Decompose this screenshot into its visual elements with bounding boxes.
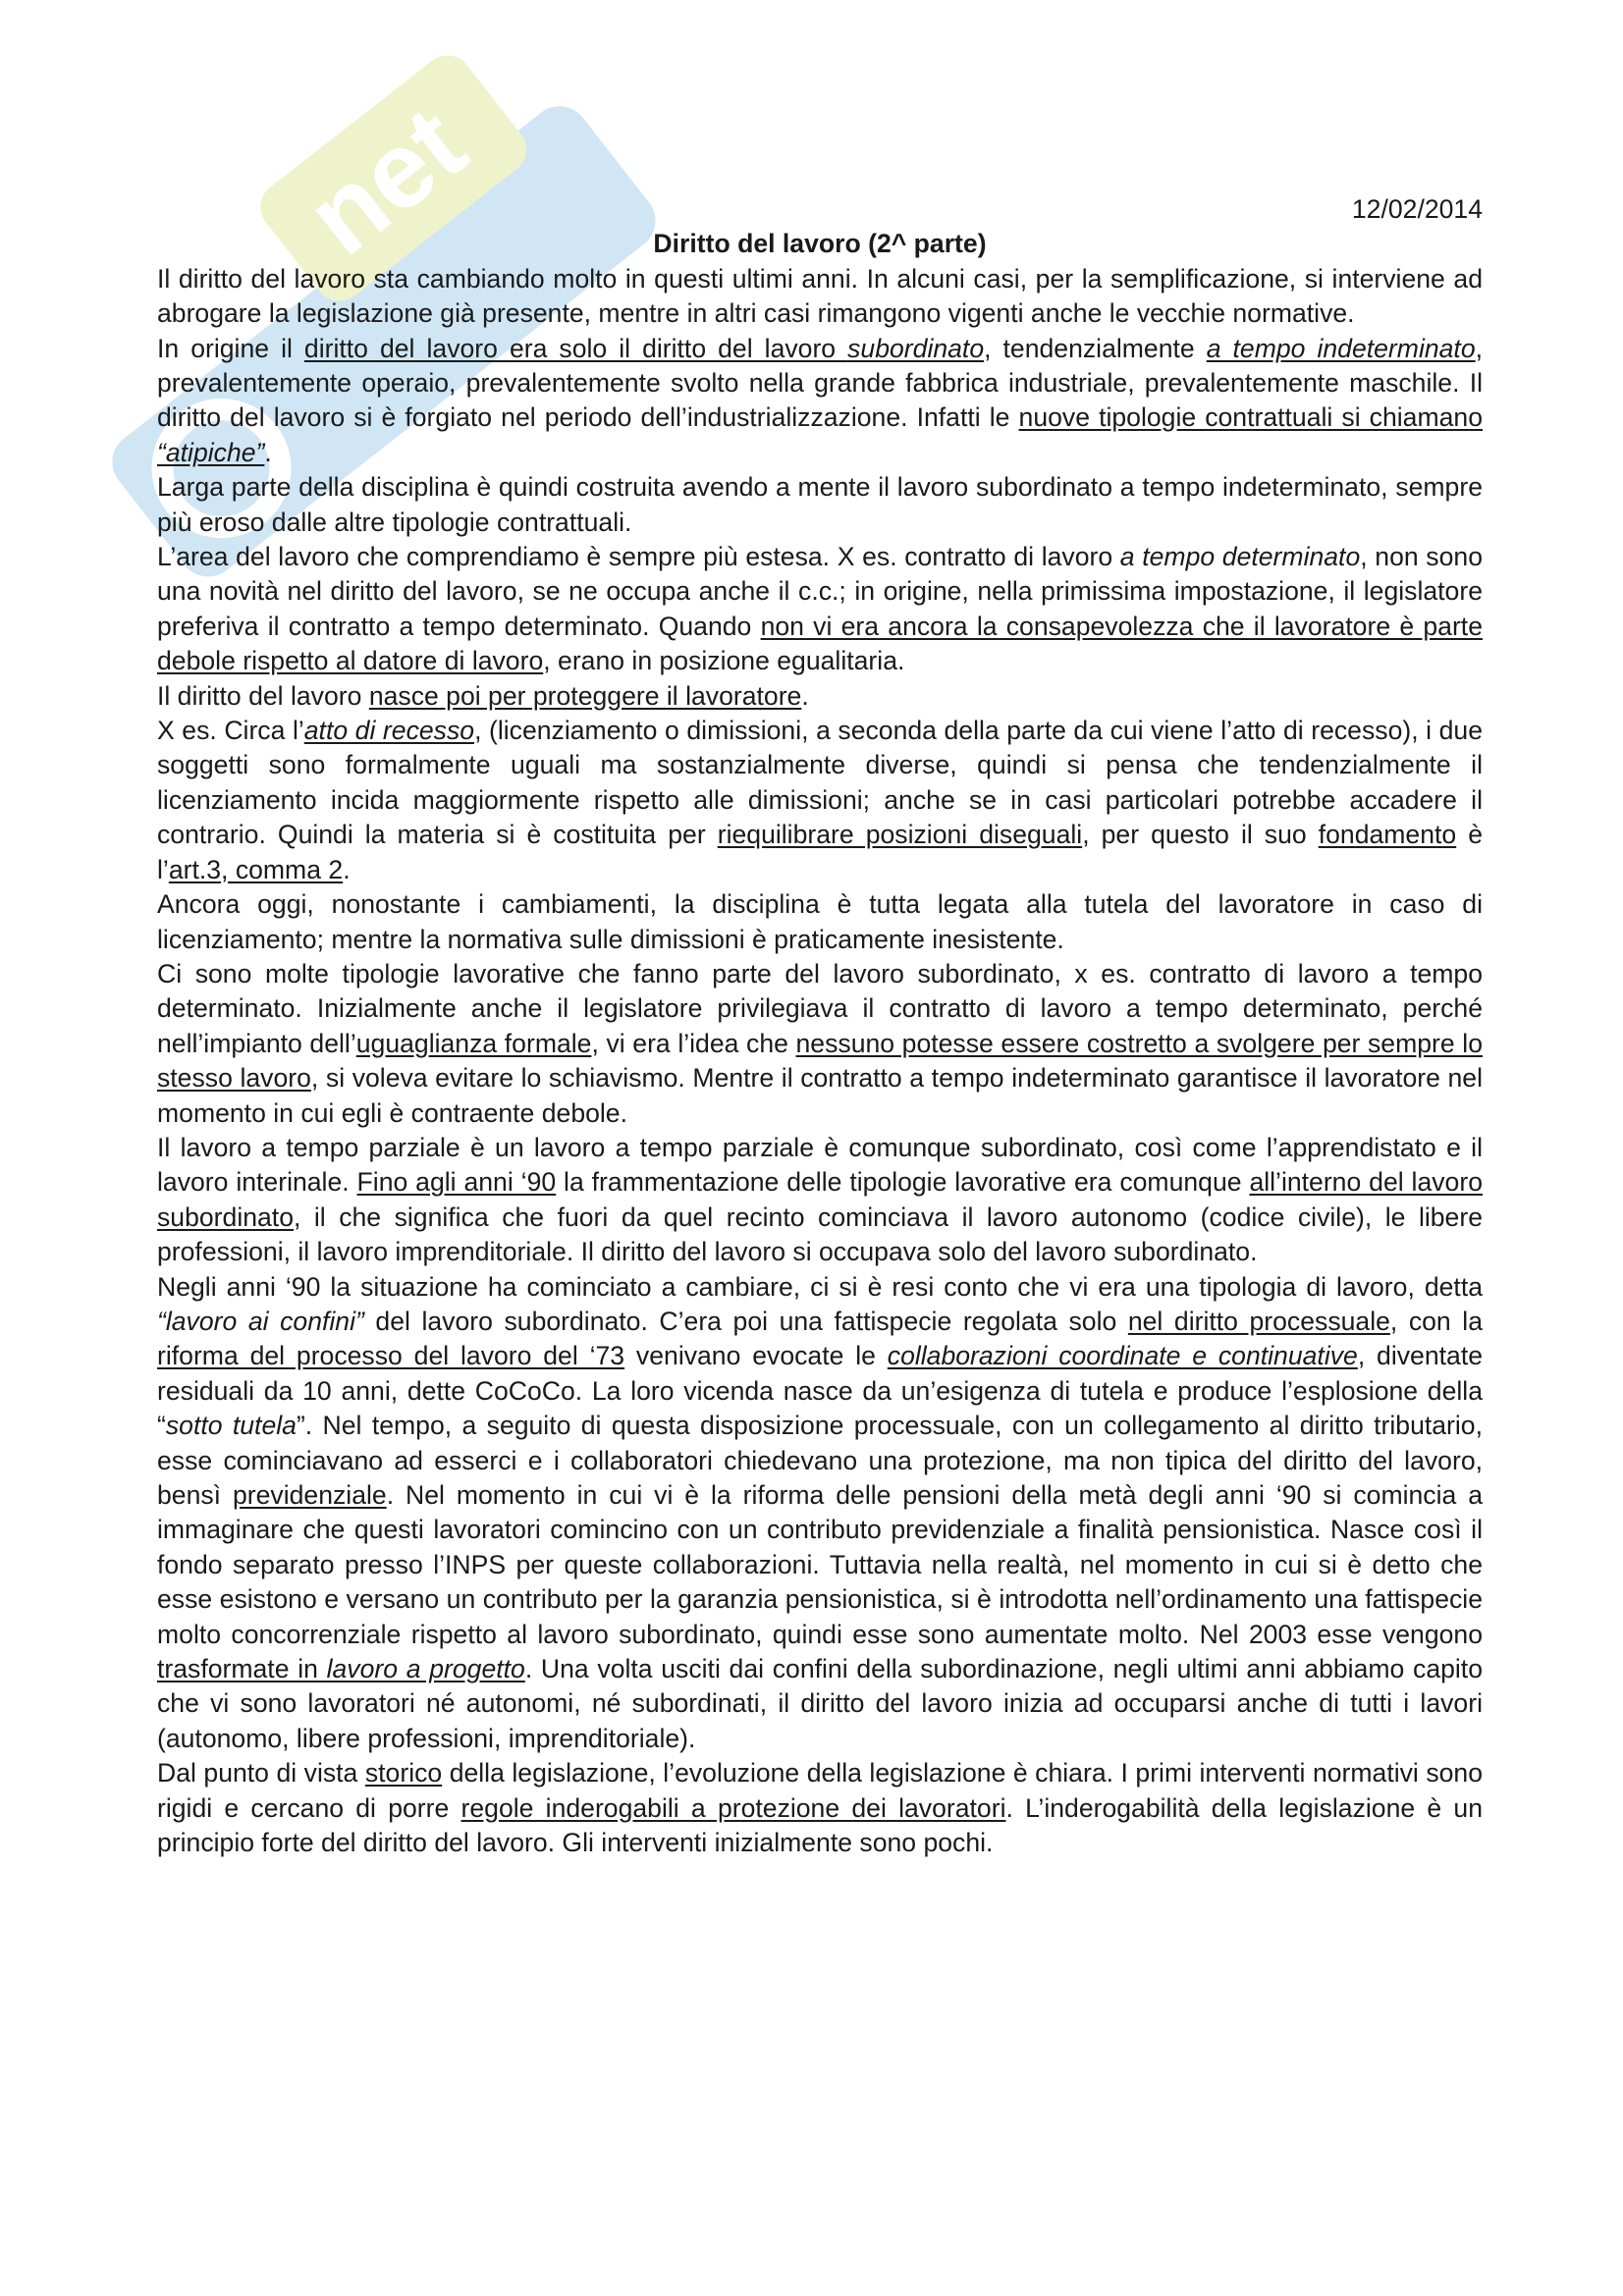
text-run: venivano evocate le xyxy=(624,1341,888,1371)
text-run: Il diritto del lavoro xyxy=(157,680,369,711)
text-run: Ci sono molte tipologie lavorative che fanno parte del lavoro subordinato, x es. contratto di lavoro a tempo determinato. Inizialmente anche il legislatore privilegiava il contratto di lavoro a tempo determinato, perché nell’impianto dell’ xyxy=(157,958,1483,1058)
text-run: , tendenzialmente xyxy=(984,333,1207,363)
underlined-text: fondamento xyxy=(1318,820,1457,850)
text-run: X es. Circa l’ xyxy=(157,716,304,746)
text-run: In origine il xyxy=(157,333,304,363)
paragraph xyxy=(157,679,1483,714)
underlined-text: nuove tipologie contrattuali si chiamano xyxy=(1018,402,1483,433)
watermark-text: net xyxy=(285,82,488,279)
paragraph xyxy=(157,332,1483,471)
text-run: , (licenziamento o dimissioni, a seconda della parte da cui viene l’atto di recesso), i due soggetti sono formalmente uguali ma sostanzialmente diverse, quindi si pensa che tendenzialmente il licenziamento incida maggiormente rispetto alle dimissioni; anche se in casi particolari potrebbe accadere il contrario. Quindi la materia si è costituita per xyxy=(157,716,1483,850)
underlined-text: all’interno del lavoro subordinato xyxy=(157,1167,1483,1232)
paragraph xyxy=(157,887,1483,957)
text-run: , per questo il suo xyxy=(1082,820,1319,850)
underlined-text: nasce poi per proteggere il lavoratore xyxy=(368,680,802,711)
paragraph xyxy=(157,1756,1483,1860)
underlined-text: riequilibrare posizioni diseguali xyxy=(717,820,1083,850)
italic-text: “lavoro ai confini” xyxy=(157,1306,364,1336)
text-run: L’area del lavoro che comprendiamo è sempre più estesa. X es. contratto di lavoro xyxy=(157,542,1120,572)
text-run: , il che significa che fuori da quel recinto cominciava il lavoro autonomo (codice civile), le libere professioni, il lavoro imprenditoriale. Il diritto del lavoro si occupava solo del lavoro subordinato. xyxy=(157,1201,1483,1267)
underlined-text: lavoro a progetto xyxy=(326,1654,525,1684)
text-run: , vi era l’idea che xyxy=(591,1028,796,1058)
text-run: Larga parte della disciplina è quindi costruita avendo a mente il lavoro subordinato a tempo indeterminato, sempre più eroso dalle altre tipologie contrattuali. xyxy=(157,472,1483,537)
underlined-text: nessuno potesse essere costretto a svolgere per sempre lo stesso lavoro xyxy=(157,1028,1483,1094)
text-run: , non sono una novità nel diritto del lavoro, se ne occupa anche il c.c.; in origine, nella primissima impostazione, il legislatore preferiva il contratto a tempo determinato. Quando xyxy=(157,542,1483,641)
text-run: la frammentazione delle tipologie lavorative era comunque xyxy=(556,1167,1250,1198)
underlined-text: subordinato xyxy=(847,333,985,363)
paragraph xyxy=(157,540,1483,679)
paragraph xyxy=(157,262,1483,332)
underlined-text: Fino agli anni ‘90 xyxy=(356,1167,557,1198)
underlined-text: regole inderogabili a protezione dei lavoratori xyxy=(460,1792,1006,1823)
underlined-text: a tempo indeterminato xyxy=(1206,333,1476,363)
text-run: , diventate residuali da 10 anni, dette CoCoCo. La loro vicenda nasce da un’esigenza di tutela e produce l’esplosione della “ xyxy=(157,1341,1483,1441)
text-run: . xyxy=(343,854,351,884)
text-run: , prevalentemente operaio, prevalentemente svolto nella grande fabbrica industriale, prevalentemente maschile. Il diritto del lavoro si è forgiato nel periodo dell’industrializzazione. Infatti le xyxy=(157,333,1484,433)
text-run: . L’inderogabilità della legislazione è un principio forte del diritto del lavoro. Gli interventi inizialmente sono pochi. xyxy=(157,1792,1483,1858)
underlined-text: riforma del processo del lavoro del ‘73 xyxy=(157,1341,625,1371)
document-page xyxy=(157,192,1483,1860)
document-body xyxy=(157,262,1483,1861)
text-run: , erano in posizione egualitaria. xyxy=(543,646,905,676)
underlined-text: diritto del lavoro era solo il diritto del lavoro xyxy=(303,333,848,363)
text-run: Il lavoro a tempo parziale è un lavoro a tempo parziale è comunque subordinato, così come l’apprendistato e il lavoro interinale. xyxy=(157,1132,1483,1198)
italic-text: a tempo determinato xyxy=(1119,542,1361,572)
underlined-text: trasformate in xyxy=(157,1654,327,1684)
paragraph xyxy=(157,1131,1483,1270)
text-run: . xyxy=(801,680,809,711)
text-run: , con la xyxy=(1389,1306,1483,1336)
underlined-text: “atipiche” xyxy=(157,437,265,467)
underlined-text: art.3, comma 2 xyxy=(168,854,344,884)
underlined-text: atto di recesso xyxy=(303,716,475,746)
paragraph xyxy=(157,714,1483,887)
text-run: ”. Nel tempo, a seguito di questa disposizione processuale, con un collegamento al diritto tributario, esse cominciavano ad esserci e i collaboratori chiedevano una protezione, ma non tipica del diritto del lavoro, bensì xyxy=(157,1411,1483,1510)
text-run: . xyxy=(264,437,272,467)
document-date: 12/02/2014 xyxy=(1351,194,1483,224)
underlined-text: collaborazioni coordinate e continuative xyxy=(887,1341,1358,1371)
text-run: Il diritto del lavoro sta cambiando molto in questi ultimi anni. In alcuni casi, per la semplificazione, si interviene ad abrogare la legislazione già presente, mentre in altri casi rimangono vigenti anche le vecchie normative. xyxy=(157,263,1483,329)
document-title: Diritto del lavoro (2^ parte) xyxy=(653,229,987,259)
underlined-text: uguaglianza formale xyxy=(355,1028,592,1058)
paragraph xyxy=(157,957,1483,1131)
text-run: della legislazione, l’evoluzione della legislazione è chiara. I primi interventi normativi sono rigidi e cercano di porre xyxy=(157,1758,1483,1823)
text-run: , si voleva evitare lo schiavismo. Mentre il contratto a tempo indeterminato garantisce il lavoratore nel momento in cui egli è contraente debole. xyxy=(157,1063,1484,1128)
text-run: . Una volta usciti dai confini della subordinazione, negli ultimi anni abbiamo capito che vi sono lavoratori né autonomi, né subordinati, il diritto del lavoro inizia ad occuparsi anche di tutti i lavori (autonomo, libere professioni, imprenditoriale). xyxy=(157,1654,1483,1753)
text-run: Ancora oggi, nonostante i cambiamenti, la disciplina è tutta legata alla tutela del lavoratore in caso di licenziamento; mentre la normativa sulle dimissioni è praticamente inesistente. xyxy=(157,889,1483,954)
underlined-text: storico xyxy=(364,1758,443,1789)
text-run: Dal punto di vista xyxy=(157,1758,365,1789)
underlined-text: previdenziale xyxy=(232,1480,387,1510)
italic-text: sotto tutela xyxy=(165,1411,297,1441)
text-run: . Nel momento in cui vi è la riforma delle pensioni della metà degli anni ‘90 si comincia a immaginare che questi lavoratori comincino con un contributo previdenziale a finalità pensionistica. Nasce così il fondo separato presso l’INPS per queste collaborazioni. Tuttavia nella realtà, nel momento in cui si è detto che esse esistono e versano un contributo per la garanzia pensionistica, si è introdotta nell’ordinamento una fattispecie molto concorrenziale rispetto al lavoro subordinato, quindi esse sono aumentate molto. Nel 2003 esse vengono xyxy=(157,1480,1483,1649)
paragraph xyxy=(157,1270,1483,1757)
text-run: Negli anni ‘90 la situazione ha cominciato a cambiare, ci si è resi conto che vi era una tipologia di lavoro, detta xyxy=(157,1271,1483,1302)
text-run: è l’ xyxy=(157,820,1484,884)
underlined-text: nel diritto processuale xyxy=(1127,1306,1390,1336)
paragraph xyxy=(157,470,1483,540)
underlined-text: non vi era ancora la consapevolezza che il lavoratore è parte debole rispetto al datore di lavoro xyxy=(157,611,1483,676)
text-run: del lavoro subordinato. C’era poi una fattispecie regolata solo xyxy=(363,1306,1128,1336)
